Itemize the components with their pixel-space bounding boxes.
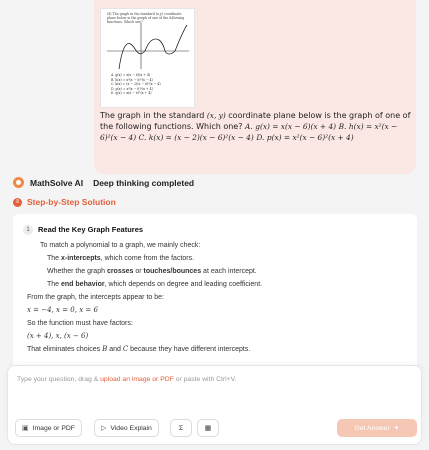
step-body (27, 239, 412, 356)
assistant-header (13, 177, 194, 188)
assistant-name: MathSolve AI (30, 177, 84, 188)
step-line: So the function must have factors: (27, 320, 133, 327)
sparkle-icon: ✦ (393, 425, 400, 432)
image-icon: ▣ (22, 425, 29, 432)
step-intro: To match a polynomial to a graph, we mainly check: (40, 242, 201, 249)
thumb-option: A. g(x) = x(x − 6)(x + 4) (111, 73, 151, 77)
thumb-option: B. h(x) = x²(x − 6)²(x − 4) (111, 77, 153, 82)
user-question-text: The graph in the standard (x, y) coordinate plane below is the graph of one of the following functions. Which one? A. g(x) = x(x − 6)(x + 4) B. h(x) = x²(x − 6)²(x − 4) C. k(x) = (x − 2)(x − 6)²(x − 4) D. p(x) = x²(x − 6)²(x + 4) (100, 111, 411, 142)
sigma-icon: Σ (178, 424, 184, 432)
thumb-option: C. k(x) = (x − 2)(x − 6)²(x − 4) (111, 82, 161, 87)
mathsolve-logo-icon (13, 177, 24, 188)
thumb-option: E. q(x) = x(x − 6)²(x + 4) (111, 91, 152, 96)
thumb-option: D. p(x) = x²(x − 6)²(x + 4) (111, 86, 153, 91)
thumbnail-question-text: (4) The graph in the standard (x,y) coordinate plane below is the graph of one of the following functions. Which one? (107, 12, 185, 24)
question-composer[interactable] (7, 365, 422, 445)
step-number: 1 (23, 225, 33, 235)
step-line: From the graph, the intercepts appear to be: (27, 294, 164, 301)
solution-title: ≡ Step-by-Step Solution (13, 197, 116, 207)
composer-placeholder[interactable]: Type your question, drag & upload an image or PDF or paste with Ctrl+V. (17, 376, 237, 383)
step-title: Read the Key Graph Features (38, 225, 144, 234)
thumbnail-options (111, 73, 161, 96)
thinking-status[interactable]: Deep thinking completed (93, 177, 195, 188)
calculator-icon: ▦ (204, 425, 212, 432)
factors-math: (x + 4), x, (x − 6) (27, 332, 89, 340)
step-line: That eliminates choices B and C because they have different intercepts. (27, 345, 251, 353)
step-bullet: The x-intercepts, which come from the factors. (47, 255, 195, 262)
upload-link[interactable]: upload an image or PDF (100, 376, 174, 383)
question-image-thumbnail[interactable] (100, 8, 195, 108)
play-icon: ▷ (101, 425, 107, 432)
formula-button[interactable] (170, 419, 192, 437)
step-bullet: The end behavior, which depends on degree and leading coefficient. (47, 281, 263, 288)
image-pdf-button[interactable]: ▣ Image or PDF (15, 419, 82, 437)
step-card (13, 214, 417, 374)
user-message-bubble (94, 0, 416, 174)
solution-list-icon: ≡ (13, 198, 22, 207)
calculator-button[interactable] (197, 419, 219, 437)
video-explain-button[interactable]: ▷ Video Explain (94, 419, 159, 437)
intercepts-math: x = −4, x = 0, x = 6 (27, 306, 98, 314)
thumbnail-graph (105, 21, 191, 71)
step-bullet: Whether the graph crosses or touches/bounces at each intercept. (47, 268, 257, 275)
get-answer-button[interactable]: Get Answer ✦ (337, 419, 417, 437)
